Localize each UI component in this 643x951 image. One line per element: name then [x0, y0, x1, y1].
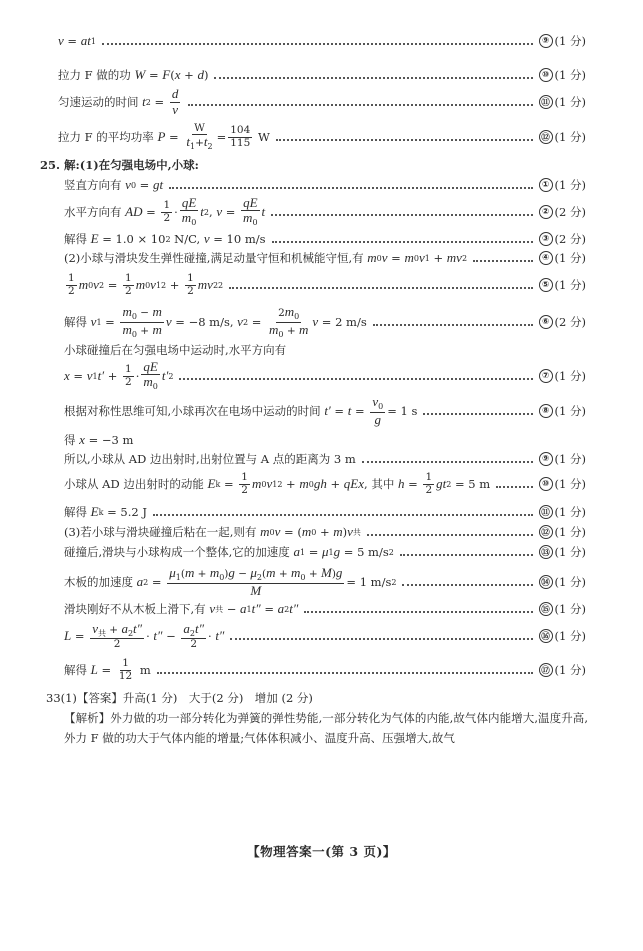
leader-dots [423, 413, 532, 415]
score-label: ⑰ (1 分) [539, 662, 586, 678]
q25-step-2: 水平方向有 AD = $\frac{1}{2}$ · $\frac{qE}{m_0}$ t 2 , v = $\frac{qE}{m_0}$ t ② (2 分) [64, 195, 586, 228]
q33-heading: 33(1)【答案】升高(1 分) 大于(2 分) 增加 (2 分) [46, 691, 313, 705]
q25-step-13: 解得 E k = 5.2 J ⑪ (1 分) [64, 504, 586, 519]
q25-step-1: 竖直方向有 v 0 = gt ① (1 分) [64, 177, 586, 192]
leader-dots [230, 638, 532, 640]
score-label: ⑫ (1 分) [539, 129, 586, 145]
score-label: ② (2 分) [539, 204, 586, 220]
q25-step-9: 根据对称性思维可知,小球再次在电场中运动的时间 t′ = t = $\frac{v_0}{g}$ = 1 s ⑧ (1 分) [64, 394, 586, 427]
score-label: ⑧ (1 分) [539, 403, 586, 419]
score-label: ① (1 分) [539, 177, 586, 193]
score-label: ④ (1 分) [539, 250, 586, 266]
leader-dots [496, 486, 532, 488]
leader-dots [153, 514, 533, 516]
step-text: 拉力 F 的平均功率 [58, 130, 154, 144]
q25-step-14: (3)若小球与滑块碰撞后粘在一起,则有 m 0 v = ( m 0 + m ) v 共 ⑫ (1 分) [64, 524, 586, 539]
score-label: ③ (2 分) [539, 231, 586, 247]
q25-step-15: 碰撞后,滑块与小球构成一个整体,它的加速度 a 1 = μ 1 g = 5 m/s 2 ⑬ (1 分) [64, 544, 586, 559]
equation-line-12: 拉力 F 的平均功率 P = $\frac{W}{t_1+t_2}$ = $\frac{104}{115}$ W ⑫ (1 分) [58, 121, 586, 151]
leader-dots [102, 43, 533, 45]
q25-step-5: $\frac{1}{2}$ m 0 v 2 = $\frac{1}{2}$ m 0 v 1 2 + $\frac{1}{2}$ mv 2 2 ⑤ (1 分) [68, 272, 586, 297]
leader-dots [214, 77, 532, 79]
equation-line-9 [58, 31, 586, 51]
leader-dots [157, 672, 533, 674]
q25-step-3: 解得 E = 1.0 × 10 2 N/C, v = 10 m/s ③ (2 分) [64, 231, 586, 246]
equation-line-11: 匀速运动的时间 t 2 = $\frac{d}{v}$ ⑪ (1 分) [58, 86, 586, 117]
leader-dots [188, 104, 532, 106]
q25-step-17: 滑块刚好不从木板上滑下,有 v 共 − a 1 t″ = a 2 t″ ⑮ (1 分) [64, 601, 586, 616]
step-text: 拉力 F 做的功 [58, 68, 131, 82]
leader-dots [362, 461, 533, 463]
leader-dots [400, 554, 533, 556]
score-label: ⑪ (1 分) [539, 94, 586, 110]
score-label: ⑦ (1 分) [539, 368, 586, 384]
leader-dots [229, 287, 532, 289]
page-footer: 【物理答案一(第 3 页)】 [247, 844, 396, 859]
score-label: ⑭ (1 分) [539, 574, 586, 590]
score-label: ⑥ (2 分) [539, 314, 586, 330]
leader-dots [473, 260, 532, 262]
equation-line-10: 拉力 F 做的功 W = F ( x + d ) ⑩ (1 分) [58, 67, 586, 82]
q25-step-16: 木板的加速度 a 2 = $\frac{\mu_1(m + m_0)g - \mu_2(m + m_0 + M)g}{M}$ = 1 m/s 2 ⑭ (1 分) [64, 565, 586, 598]
score-label: ⑨ (1 分) [539, 451, 586, 467]
q25-heading: 25. 解:(1)在匀强电场中,小球: [40, 158, 199, 172]
score-label: ⑬ (1 分) [539, 544, 586, 560]
leader-dots [373, 324, 533, 326]
score-label: ⑨ (1 分) [539, 33, 586, 49]
score-label: ⑫ (1 分) [539, 524, 586, 540]
leader-dots [169, 187, 532, 189]
q25-step-4: (2)小球与滑块发生弹性碰撞,满足动量守恒和机械能守恒,有 m 0 v = m 0 v 1 + mv 2 ④ (1 分) [64, 250, 586, 265]
q33-analysis: 【解析】外力做的功一部分转化为弹簧的弹性势能,一部分转化为气体的内能,故气体内能增大,温度升高,外力 F 做的功大于气体内能的增量;气体体积减小、温度升高、压强增大,故气 [64, 711, 588, 745]
equation: v = at 1 [58, 33, 96, 48]
leader-dots [276, 139, 533, 141]
q25-step-6: 解得 v 1 = $\frac{m_0 - m}{m_0 + m}$ v = −8 m/s, v 2 = $\frac{2m_0}{m_0 + m}$ v = 2 m/s ⑥ (2 分) [64, 304, 586, 339]
score-label: ⑩ (1 分) [539, 476, 586, 492]
q25-step-10: 得 x = −3 m [64, 432, 134, 447]
q25-step-7: 小球碰撞后在匀强电场中运动时,水平方向有 [64, 343, 287, 357]
leader-dots [304, 611, 532, 613]
leader-dots [179, 378, 532, 380]
score-label: ⑪ (1 分) [539, 504, 586, 520]
q25-step-19: 解得 L = $\frac{1}{12}$ m ⑰ (1 分) [64, 657, 586, 682]
step-text: 匀速运动的时间 [58, 95, 139, 109]
leader-dots [402, 584, 532, 586]
score-label: ⑩ (1 分) [539, 67, 586, 83]
q25-step-11: 所以,小球从 AD 边出射时,出射位置与 A 点的距离为 3 m ⑨ (1 分) [64, 452, 586, 466]
score-label: ⑮ (1 分) [539, 601, 586, 617]
q25-step-18: L = $\frac{v_共 + a_2t''}{2}$ · t″ − $\frac{a_2t''}{2}$ · t″ ⑯ (1 分) [64, 620, 586, 651]
leader-dots [367, 534, 533, 536]
q25-step-8: x = v 1 t′ + $\frac{1}{2}$ · $\frac{qE}{m_0}$ t′ 2 ⑦ (1 分) [64, 359, 586, 392]
leader-dots [271, 214, 532, 216]
q25-step-12: 小球从 AD 边出射时的动能 E k = $\frac{1}{2}$ m 0 v 1 2 + m 0 gh + qEx , 其中 h = $\frac{1}{2}$ gt 2 = 5 m ⑩ (1 分) [64, 471, 586, 496]
score-label: ⑯ (1 分) [539, 628, 586, 644]
leader-dots [272, 241, 533, 243]
score-label: ⑤ (1 分) [539, 277, 586, 293]
